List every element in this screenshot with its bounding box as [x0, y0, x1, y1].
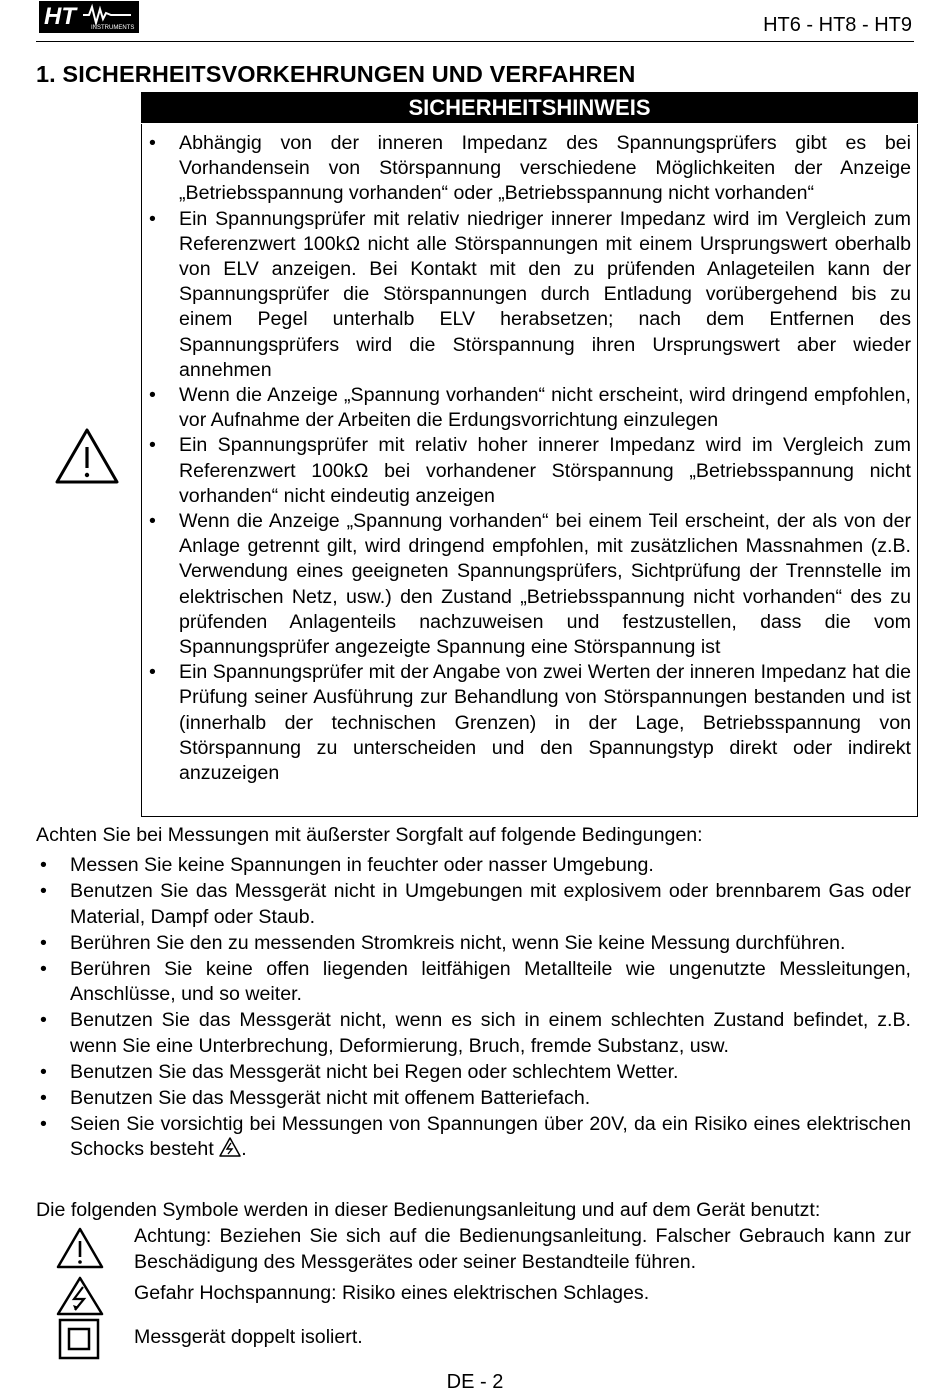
condition-item: [70, 1112, 911, 1163]
condition-item-end: .: [241, 1138, 247, 1160]
double-insulation-icon: [58, 1318, 100, 1360]
safety-box-title: SICHERHEITSHINWEIS: [141, 92, 918, 123]
safety-bullet-list: [179, 131, 911, 786]
condition-item: • Benutzen Sie das Messgerät nicht, wenn es sich in einem schlechten Zustand befindet, z.B. wenn Sie eine Unterbrechung, Deformierung, Bruch, fremde Substanz, usw.: [70, 1008, 911, 1059]
ht-instruments-logo: [39, 1, 139, 33]
model-label: HT6 - HT8 - HT9: [763, 14, 912, 36]
high-voltage-icon: [56, 1276, 104, 1316]
safety-bullet: • Wenn die Anzeige „Spannung vorhanden“ nicht erscheint, wird dringend empfohlen, vor Aufnahme der Arbeiten die Erdungsvorrichtung einzulegen: [179, 383, 911, 433]
symbol-double-insulation-text: Messgerät doppelt isoliert.: [134, 1326, 363, 1348]
condition-item: • Benutzen Sie das Messgerät nicht mit offenem Batteriefach.: [70, 1086, 911, 1112]
safety-notice-box: [141, 124, 918, 817]
condition-item: • Berühren Sie keine offen liegenden leitfähigen Metallteile wie ungenutzte Messleitungen, Anschlüsse, und so weiter.: [70, 957, 911, 1008]
condition-item: • Messen Sie keine Spannungen in feuchter oder nasser Umgebung.: [70, 853, 911, 879]
safety-bullet: • Ein Spannungsprüfer mit relativ niedriger innerer Impedanz wird im Vergleich zum Referenzwert 100kΩ nicht alle Störspannungen mit einem Ursprungswert oberhalb von ELV anzeigen. Bei Kontakt mit den zu prüfenden Anlageteilen kann der Spannungsprüfer die Störspannungen durch Entladung vorübergehend bis zu einem Pegel unterhalb ELV herabsetzen; nach dem Entfernen des Spannungsprüfers wird die Störspannung ihren Ursprungswert aber wieder annehmen: [179, 207, 911, 383]
svg-text:HT: HT: [44, 3, 76, 30]
condition-item: • Benutzen Sie das Messgerät nicht in Umgebungen mit explosivem oder brennbarem Gas oder Material, Dampf oder Staub.: [70, 879, 911, 930]
conditions-intro: Achten Sie bei Messungen mit äußerster Sorgfalt auf folgende Bedingungen:: [36, 824, 703, 846]
symbols-intro: Die folgenden Symbole werden in dieser Bedienungsanleitung und auf dem Gerät benutzt:: [36, 1199, 821, 1221]
condition-item: • Berühren Sie den zu messenden Stromkreis nicht, wenn Sie keine Messung durchführen.: [70, 931, 911, 957]
warning-triangle-icon: [56, 1227, 104, 1269]
condition-item: • Benutzen Sie das Messgerät nicht bei Regen oder schlechtem Wetter.: [70, 1060, 911, 1086]
conditions-list: [70, 853, 911, 1163]
high-voltage-icon: [219, 1137, 241, 1157]
safety-bullet: • Ein Spannungsprüfer mit der Angabe von zwei Werten der inneren Impedanz hat die Prüfung seiner Ausführung zur Behandlung von Störspannungen bestanden und ist (innerhalb der technischen Grenzen) in der Lage, Betriebsspannung von Störspannung zu unterscheiden und den Spannungstyp direkt oder indirekt anzuzeigen: [179, 660, 911, 786]
safety-bullet: • Ein Spannungsprüfer mit relativ hoher innerer Impedanz wird im Vergleich zum Referenzwert 100kΩ bei vorhandener Störspannung „Betriebsspannung nicht vorhanden“ nicht eindeutig anzeigen: [179, 433, 911, 509]
safety-bullet: • Abhängig von der inneren Impedanz des Spannungsprüfers gibt es bei Vorhandensein von Störspannung verschiedene Möglichkeiten der Anzeige „Betriebsspannung vorhanden“ oder „Betriebsspannung nicht vorhanden“: [179, 131, 911, 207]
symbol-high-voltage-text: Gefahr Hochspannung: Risiko eines elektrischen Schlages.: [134, 1282, 650, 1304]
warning-triangle-icon: [54, 427, 120, 485]
page-header: [36, 0, 914, 42]
symbol-warning-text: Achtung: Beziehen Sie sich auf die Bedienungsanleitung. Falscher Gebrauch kann zur Beschädigung des Messgerätes oder seiner Bestandteile führen.: [134, 1225, 911, 1273]
safety-bullet: • Wenn die Anzeige „Spannung vorhanden“ bei einem Teil erscheint, der als von der Anlage getrennt gilt, wird dringend empfohlen, mit zusätzlichen Massnahmen (z.B. Verwendung eines geeigneten Spannungsprüfers, Sichtprüfung der Trennstelle im elektrischen Netz, usw.) den Zustand „Betriebsspannung nicht vorhanden“ des zu prüfenden Anlagenteils nachzuweisen und festzustellen, dass die vom Spannungsprüfer angezeigte Spannung eine Störspannung ist: [179, 509, 911, 660]
svg-text:INSTRUMENTS: INSTRUMENTS: [91, 25, 135, 31]
section-title: 1. SICHERHEITSVORKEHRUNGEN UND VERFAHREN: [36, 61, 636, 87]
page-number: DE - 2: [446, 1371, 504, 1393]
condition-item-text: Seien Sie vorsichtig bei Messungen von Spannungen über 20V, da ein Risiko eines elektrischen Schocks besteht: [70, 1112, 911, 1160]
